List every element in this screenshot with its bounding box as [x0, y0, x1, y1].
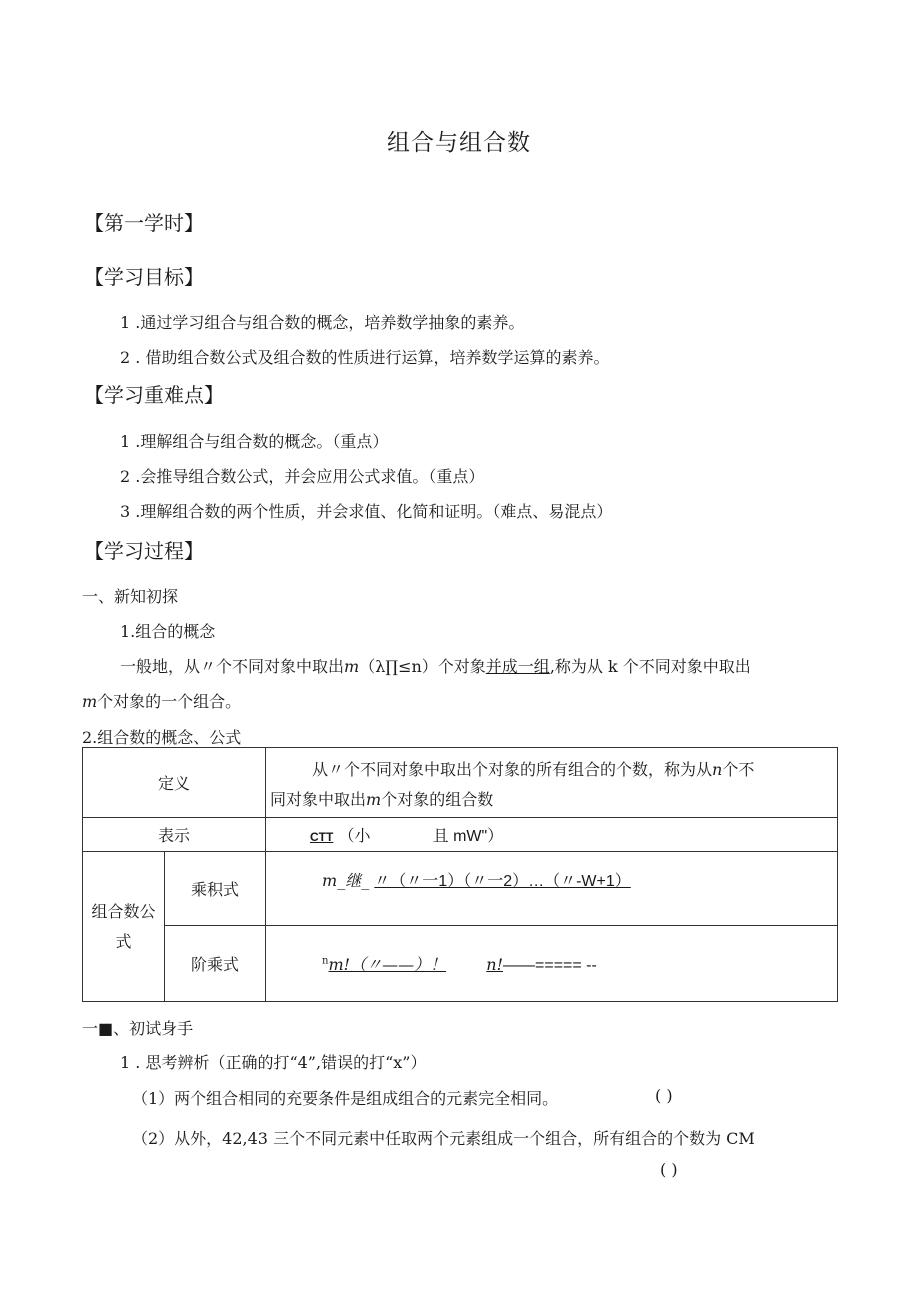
formula-label-cell	[83, 852, 165, 1002]
combination-concept-subheading: 1.组合的概念	[120, 622, 216, 641]
answer-blank-2[interactable]: ( )	[660, 1160, 678, 1179]
keypoint-item: 1 .理解组合与组合数的概念。（重点）	[120, 432, 389, 451]
representation-condition: 且 mW"）	[432, 828, 504, 845]
factorial-formula-left: m!（〃——）！	[328, 955, 447, 974]
page-title: 组合与组合数	[387, 130, 531, 156]
factorial-numerator: n!	[486, 955, 503, 974]
definition-text-line1: 从〃个不同对象中取出个对象的所有组合的个数，称为从n个不	[312, 759, 755, 779]
factorial-formula-cell	[266, 926, 838, 1002]
representation-label: 表示	[158, 826, 191, 845]
definition-text-line2: 同对象中取出m个对象的组合数	[270, 789, 494, 809]
goal-item: 2 . 借助组合数公式及组合数的性质进行运算，培养数学运算的素养。	[120, 348, 610, 367]
factorial-sup: n	[322, 955, 329, 967]
answer-blank-1[interactable]: ( )	[655, 1086, 673, 1105]
factorial-fraction-line: ——===== --	[503, 957, 597, 974]
product-formula-label: 乘积式	[191, 880, 240, 899]
keypoint-item: 2 .会推导组合数公式，并会应用公式求值。（重点）	[120, 467, 485, 486]
combination-definition-line2: m个对象的一个组合。	[82, 692, 242, 711]
factorial-formula-label: 阶乘式	[191, 955, 240, 974]
representation-label-cell	[83, 818, 266, 852]
combination-symbol: CTT	[310, 830, 334, 844]
goal-item: 1 .通过学习组合与组合数的概念，培养数学抽象的素养。	[120, 313, 525, 332]
question-1-1: （1）两个组合相同的充要条件是组成组合的元素完全相同。	[132, 1089, 559, 1108]
part1-heading: 一、新知初探	[82, 587, 179, 606]
product-formula-cell	[266, 852, 838, 926]
section-keypoints-heading: 【学习重难点】	[84, 383, 224, 407]
definition-label: 定义	[158, 774, 191, 793]
representation-paren: （小	[338, 826, 371, 845]
product-formula-numerator: 〃（〃一1）（〃一2）…（〃-W+1）	[374, 873, 631, 890]
combination-number-table	[82, 747, 838, 1002]
question-1: 1 . 思考辨析（正确的打“4”,错误的打“x”）	[120, 1053, 427, 1072]
keypoint-item: 3 .理解组合数的两个性质，并会求值、化简和证明。（难点、易混点）	[120, 502, 613, 521]
section-lesson-heading: 【第一学时】	[84, 211, 204, 235]
definition-label-cell	[83, 748, 266, 818]
section-process-heading: 【学习过程】	[84, 539, 204, 563]
product-label-cell	[165, 852, 266, 926]
section-goals-heading: 【学习目标】	[84, 265, 204, 289]
part2-heading: 一■、初试身手	[82, 1019, 194, 1038]
representation-cell	[266, 818, 838, 852]
combination-number-subheading: 2.组合数的概念、公式	[82, 728, 242, 747]
formula-label: 组合数公式	[91, 901, 156, 951]
definition-text-cell	[266, 748, 838, 818]
factorial-label-cell	[165, 926, 266, 1002]
question-1-2: （2）从外，42,43 三个不同元素中任取两个元素组成一个组合，所有组合的个数为 CM	[132, 1129, 755, 1148]
combination-definition-line1: 一般地，从〃个不同对象中取出m（λ∏≤n）个对象并成一组,称为从 k 个不同对象中取出	[120, 657, 751, 676]
product-formula-left: m_继_	[322, 871, 370, 890]
